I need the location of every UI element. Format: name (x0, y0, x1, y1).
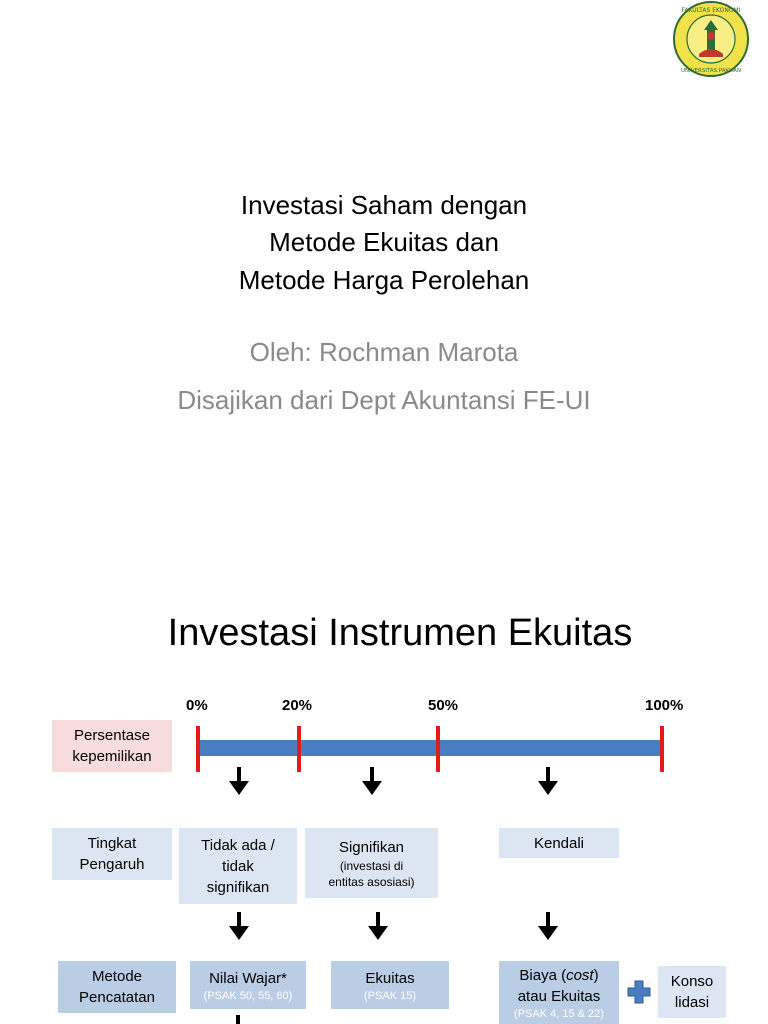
consolidation-line-2: lidasi (674, 994, 710, 1011)
source-line: Disajikan dari Dept Akuntansi FE-UI (177, 385, 591, 415)
arrow-down-icon (368, 912, 388, 942)
university-seal-icon (672, 0, 750, 78)
arrow-down-icon (229, 912, 249, 942)
svg-text:UNIVERSITAS PAKUAN: UNIVERSITAS PAKUAN (681, 68, 741, 74)
influence-control-box (499, 828, 619, 858)
ownership-bar (198, 740, 662, 756)
slide-title-line-3: Metode Harga Perolehan (238, 265, 530, 295)
slide-title-line-2: Metode Ekuitas dan (269, 227, 499, 257)
method-cost-ref: (PSAK 4, 15 & 22) (514, 1008, 604, 1020)
method-label-line-1: Metode (91, 968, 143, 985)
method-cost-line-1 (519, 965, 598, 986)
method-fair-value-box (190, 961, 306, 1009)
significant-note-line-2: entitas asosiasi) (328, 874, 415, 889)
influence-none-line-2: tidak (222, 857, 254, 875)
slide2-title: Investasi Instrumen Ekuitas (167, 612, 633, 654)
arrow-down-icon (229, 767, 249, 797)
method-consolidation-box (658, 966, 726, 1018)
influence-control-text: Kendali (533, 834, 585, 852)
method-label-line-2: Pencatatan (79, 989, 155, 1006)
method-label (58, 961, 176, 1013)
method-cost-prefix: Biaya ( (519, 967, 567, 984)
influence-significant-box (305, 828, 438, 898)
influence-none-line-3: signifikan (206, 878, 270, 896)
method-cost-box (499, 961, 619, 1024)
method-cost-italic: cost (566, 967, 594, 984)
method-cost-suffix: ) (593, 967, 599, 984)
consolidation-line-1: Konso (670, 973, 714, 990)
influence-none-line-1: Tidak ada / (201, 836, 275, 854)
author-line: Oleh: Rochman Marota (249, 337, 519, 367)
method-fair-value-text: Nilai Wajar* (209, 969, 287, 987)
tick-0 (196, 726, 200, 772)
plus-icon (627, 980, 651, 1004)
method-equity-box (331, 961, 449, 1009)
pct-0: 0% (186, 697, 208, 714)
arrow-down-icon (236, 1015, 240, 1024)
arrow-down-icon (538, 767, 558, 797)
pct-100: 100% (645, 697, 684, 714)
tick-50 (436, 726, 440, 772)
tick-20 (297, 726, 301, 772)
influence-significant-text: Signifikan (338, 838, 405, 856)
method-cost-line-2: atau Ekuitas (517, 988, 601, 1005)
influence-label-line-2: Pengaruh (79, 856, 145, 873)
arrow-down-icon (362, 767, 382, 797)
significant-note-line-1: (investasi di (339, 858, 404, 873)
slide-title-line-1: Investasi Saham dengan (240, 190, 528, 220)
influence-label-line-1: Tingkat (87, 835, 137, 852)
method-equity-ref: (PSAK 15) (364, 989, 416, 1002)
method-equity-text: Ekuitas (365, 969, 415, 987)
svg-text:FAKULTAS EKONOMI: FAKULTAS EKONOMI (681, 7, 741, 14)
method-fair-value-ref: (PSAK 50, 55, 60) (203, 989, 293, 1002)
pct-50: 50% (428, 697, 459, 714)
pct-20: 20% (282, 697, 313, 714)
ownership-label (52, 720, 172, 772)
arrow-down-icon (538, 912, 558, 942)
ownership-label-text: Persentase kepemilikan (72, 727, 152, 765)
influence-none-box (179, 828, 297, 904)
tick-100 (660, 726, 664, 772)
influence-label (52, 828, 172, 880)
